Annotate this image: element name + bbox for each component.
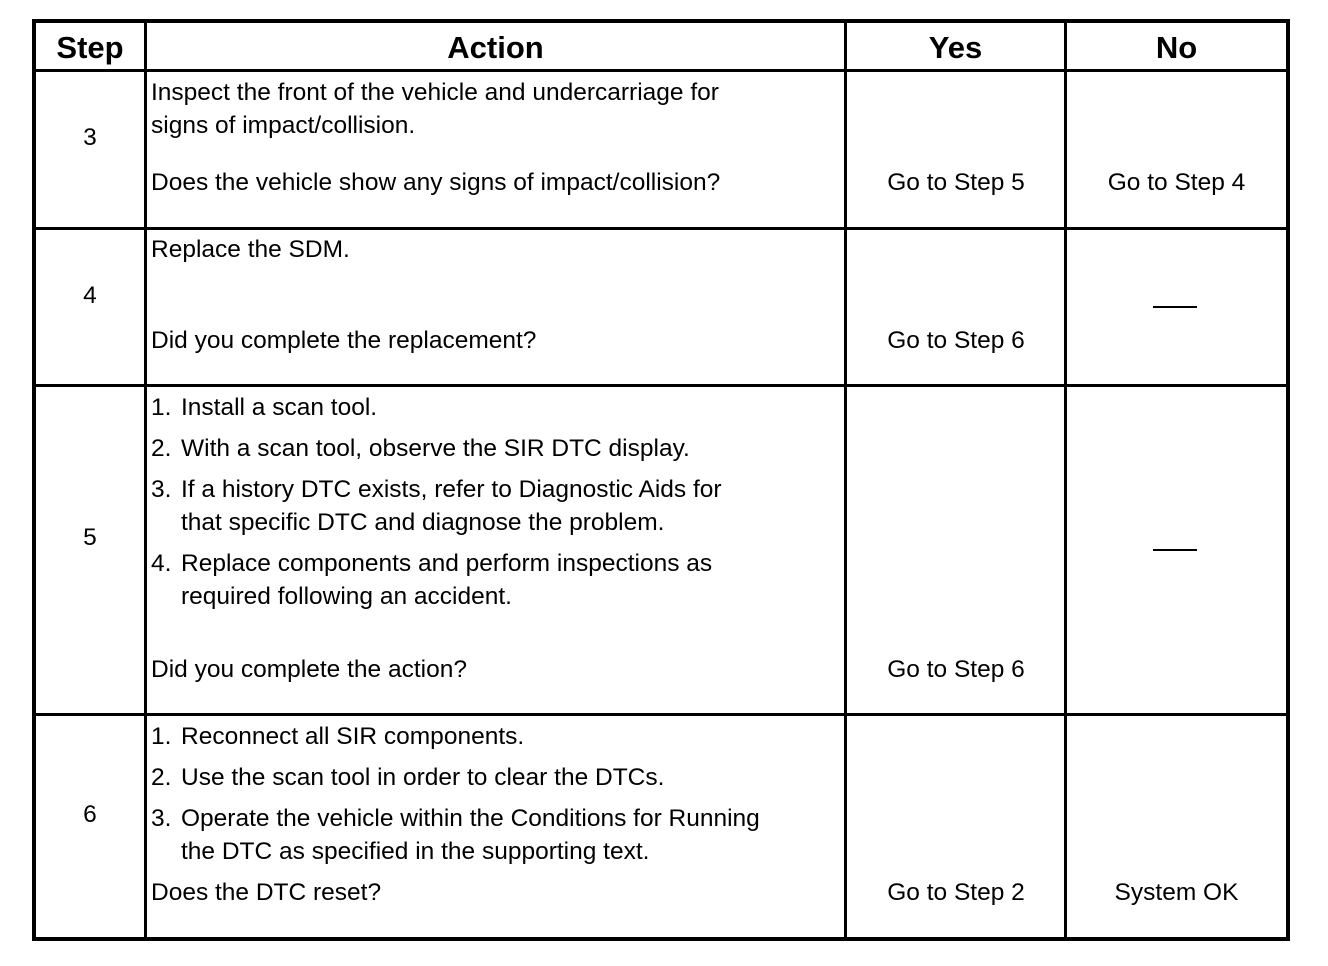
list-number: 2. xyxy=(151,435,172,462)
no-result-dash xyxy=(1153,549,1197,551)
action-text: Replace the SDM. xyxy=(151,236,350,263)
question-text: Did you complete the action? xyxy=(151,656,467,683)
list-item: Reconnect all SIR components. xyxy=(181,723,525,750)
row-divider xyxy=(32,713,1290,716)
question-text: Did you complete the replacement? xyxy=(151,327,537,354)
header-no: No xyxy=(1155,30,1198,65)
list-number: 1. xyxy=(151,723,172,750)
no-result: System OK xyxy=(1114,879,1239,906)
row-divider xyxy=(32,227,1290,230)
header-step: Step xyxy=(56,30,124,65)
column-divider xyxy=(844,19,847,941)
list-number: 3. xyxy=(151,476,172,503)
yes-result: Go to Step 6 xyxy=(887,327,1025,354)
step-number: 6 xyxy=(83,801,97,828)
list-number: 1. xyxy=(151,394,172,421)
list-number: 2. xyxy=(151,764,172,791)
column-divider xyxy=(144,19,147,941)
question-text: Does the DTC reset? xyxy=(151,879,382,906)
list-number: 3. xyxy=(151,805,172,832)
yes-result: Go to Step 5 xyxy=(887,169,1025,196)
header-action: Action xyxy=(447,30,544,65)
list-item-continuation: the DTC as specified in the supporting text. xyxy=(181,838,650,865)
list-item-continuation: that specific DTC and diagnose the problem. xyxy=(181,509,665,536)
row-divider xyxy=(32,384,1290,387)
action-text: signs of impact/collision. xyxy=(151,112,416,139)
list-number: 4. xyxy=(151,550,172,577)
header-yes: Yes xyxy=(928,30,983,65)
yes-result: Go to Step 6 xyxy=(887,656,1025,683)
step-number: 5 xyxy=(83,524,97,551)
list-item: With a scan tool, observe the SIR DTC display. xyxy=(181,435,690,462)
list-item: Operate the vehicle within the Conditions for Running xyxy=(181,805,760,832)
list-item: Install a scan tool. xyxy=(181,394,378,421)
yes-result: Go to Step 2 xyxy=(887,879,1025,906)
step-number: 4 xyxy=(83,282,97,309)
no-result-dash xyxy=(1153,306,1197,308)
list-item-continuation: required following an accident. xyxy=(181,583,512,610)
question-text: Does the vehicle show any signs of impact/collision? xyxy=(151,169,721,196)
column-divider xyxy=(1064,19,1067,941)
no-result: Go to Step 4 xyxy=(1107,169,1246,196)
list-item: Use the scan tool in order to clear the DTCs. xyxy=(181,764,665,791)
diagnostic-table xyxy=(32,19,1290,941)
action-text: Inspect the front of the vehicle and undercarriage for xyxy=(151,79,719,106)
list-item: If a history DTC exists, refer to Diagnostic Aids for xyxy=(181,476,722,503)
step-number: 3 xyxy=(83,124,97,151)
list-item: Replace components and perform inspections as xyxy=(181,550,713,577)
